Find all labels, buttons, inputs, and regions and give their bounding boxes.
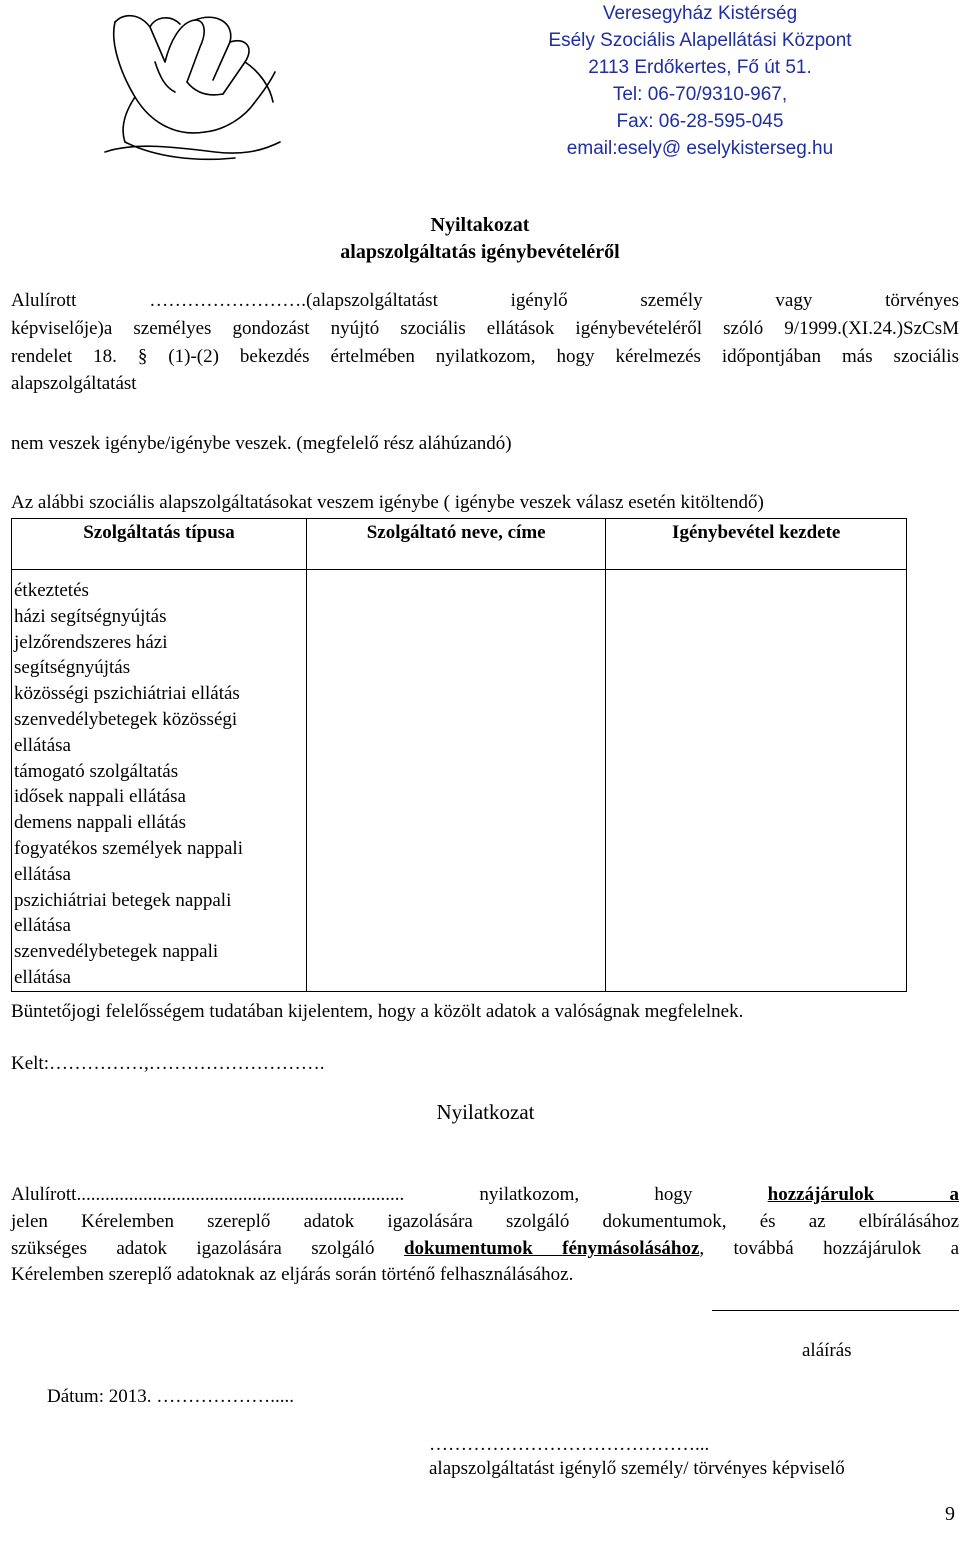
signature-dots: ……………………………………...	[429, 1434, 710, 1455]
choice-line: nem veszek igénybe/igénybe veszek. (megfelelő rész aláhúzandó)	[11, 433, 512, 454]
signature-caption: alapszolgáltatást igénylő személy/ törvényes képviselő	[429, 1458, 845, 1479]
declaration-subtitle: alapszolgáltatás igénybevételéről	[340, 241, 620, 263]
service-type-item: étkeztetés	[14, 580, 89, 601]
signature-label: aláírás	[802, 1340, 852, 1361]
service-type-item: szenvedélybetegek nappali	[14, 941, 219, 963]
service-type-item: idősek nappali ellátása	[14, 786, 186, 808]
service-types-cell	[12, 570, 307, 992]
header-provider: Szolgáltató neve, címe	[306, 519, 605, 570]
org-name: Veresegyház Kistérség	[602, 3, 798, 24]
service-type-item: pszichiátriai betegek nappali	[14, 889, 232, 911]
hands-logo-image	[95, 2, 285, 167]
consent-line-1-text: Alulírott..................................................................... nyilatkozom, hogy	[11, 1184, 768, 1205]
org-address: 2113 Erdőkertes, Fő út 51.	[588, 57, 812, 78]
org-fax: Fax: 06-28-595-045	[616, 111, 784, 132]
provider-cell[interactable]	[306, 570, 605, 992]
org-phone: Tel: 06-70/9310-967,	[612, 84, 788, 105]
consent-line-2: jelen Kérelemben szereplő adatok igazolására szolgáló dokumentumok, és az elbírálásához	[11, 1211, 959, 1232]
page-number: 9	[945, 1503, 955, 1525]
org-email: email:esely@ eselykisterseg.hu	[566, 138, 834, 159]
declaration-line-4: alapszolgáltatást	[11, 373, 137, 394]
service-type-item: közösségi pszichiátriai ellátás	[14, 683, 240, 705]
service-type-item: támogató szolgáltatás	[14, 760, 179, 782]
consent-line-3-text-a: szükséges adatok igazolására szolgáló	[11, 1238, 404, 1259]
table-header-row	[12, 519, 907, 570]
service-type-item: demens nappali ellátás	[14, 812, 186, 834]
consent-line-4: Kérelemben szereplő adatoknak az eljárás során történő felhasználásához.	[11, 1264, 574, 1285]
header-service-type: Szolgáltatás típusa	[12, 519, 307, 570]
liability-statement: Büntetőjogi felelősségem tudatában kijelentem, hogy a közölt adatok a valóságnak megfelelnek.	[11, 1001, 744, 1022]
declaration-line-2: képviselője)a személyes gondozást nyújtó szociális ellátások igénybevételéről szóló 9/1999.(XI.24.)SzCsM	[11, 318, 959, 339]
start-date-cell[interactable]	[606, 570, 907, 992]
service-type-item: ellátása	[14, 915, 71, 937]
organization-header	[495, 0, 905, 162]
signature-line	[712, 1310, 959, 1311]
consent-emphasis: hozzájárulok a	[767, 1184, 959, 1205]
table-intro: Az alábbi szociális alapszolgáltatásokat veszem igénybe ( igénybe veszek válasz esetén kitöltendő)	[11, 492, 764, 513]
declaration-title: Nyiltakozat	[430, 214, 530, 236]
consent-line-3	[11, 1235, 959, 1263]
declaration-line-3: rendelet 18. § (1)-(2) bekezdés értelmében nyilatkozom, hogy kérelmezés időpontjában más szociális	[11, 346, 959, 367]
service-type-item: ellátása	[14, 734, 71, 756]
consent-title: Nyilatkozat	[436, 1100, 535, 1124]
declaration-line-1: Alulírott …………………….(alapszolgáltatást igénylő személy vagy törvényes	[11, 290, 959, 311]
header-start-date: Igénybevétel kezdete	[606, 519, 907, 570]
kelt-line: Kelt:……………,……………………….	[11, 1053, 325, 1074]
service-type-item: szenvedélybetegek közösségi	[14, 708, 238, 730]
service-type-item: házi segítségnyújtás	[14, 605, 167, 627]
service-type-item: jelzőrendszeres házi	[14, 631, 168, 653]
consent-photocopy-emphasis: dokumentumok fénymásolásához	[403, 1238, 700, 1259]
service-type-item: ellátása	[14, 966, 71, 988]
consent-line-1	[11, 1181, 959, 1209]
service-type-item: fogyatékos személyek nappali	[14, 837, 243, 859]
service-type-item: ellátása	[14, 863, 71, 885]
table-row	[12, 570, 907, 992]
date-line: Dátum: 2013. ……………….....	[47, 1386, 294, 1407]
service-type-item: segítségnyújtás	[14, 657, 131, 679]
services-table	[11, 518, 907, 992]
consent-line-3-text-b: , továbbá hozzájárulok a	[699, 1238, 960, 1259]
org-center-name: Esély Szociális Alapellátási Központ	[548, 30, 852, 51]
